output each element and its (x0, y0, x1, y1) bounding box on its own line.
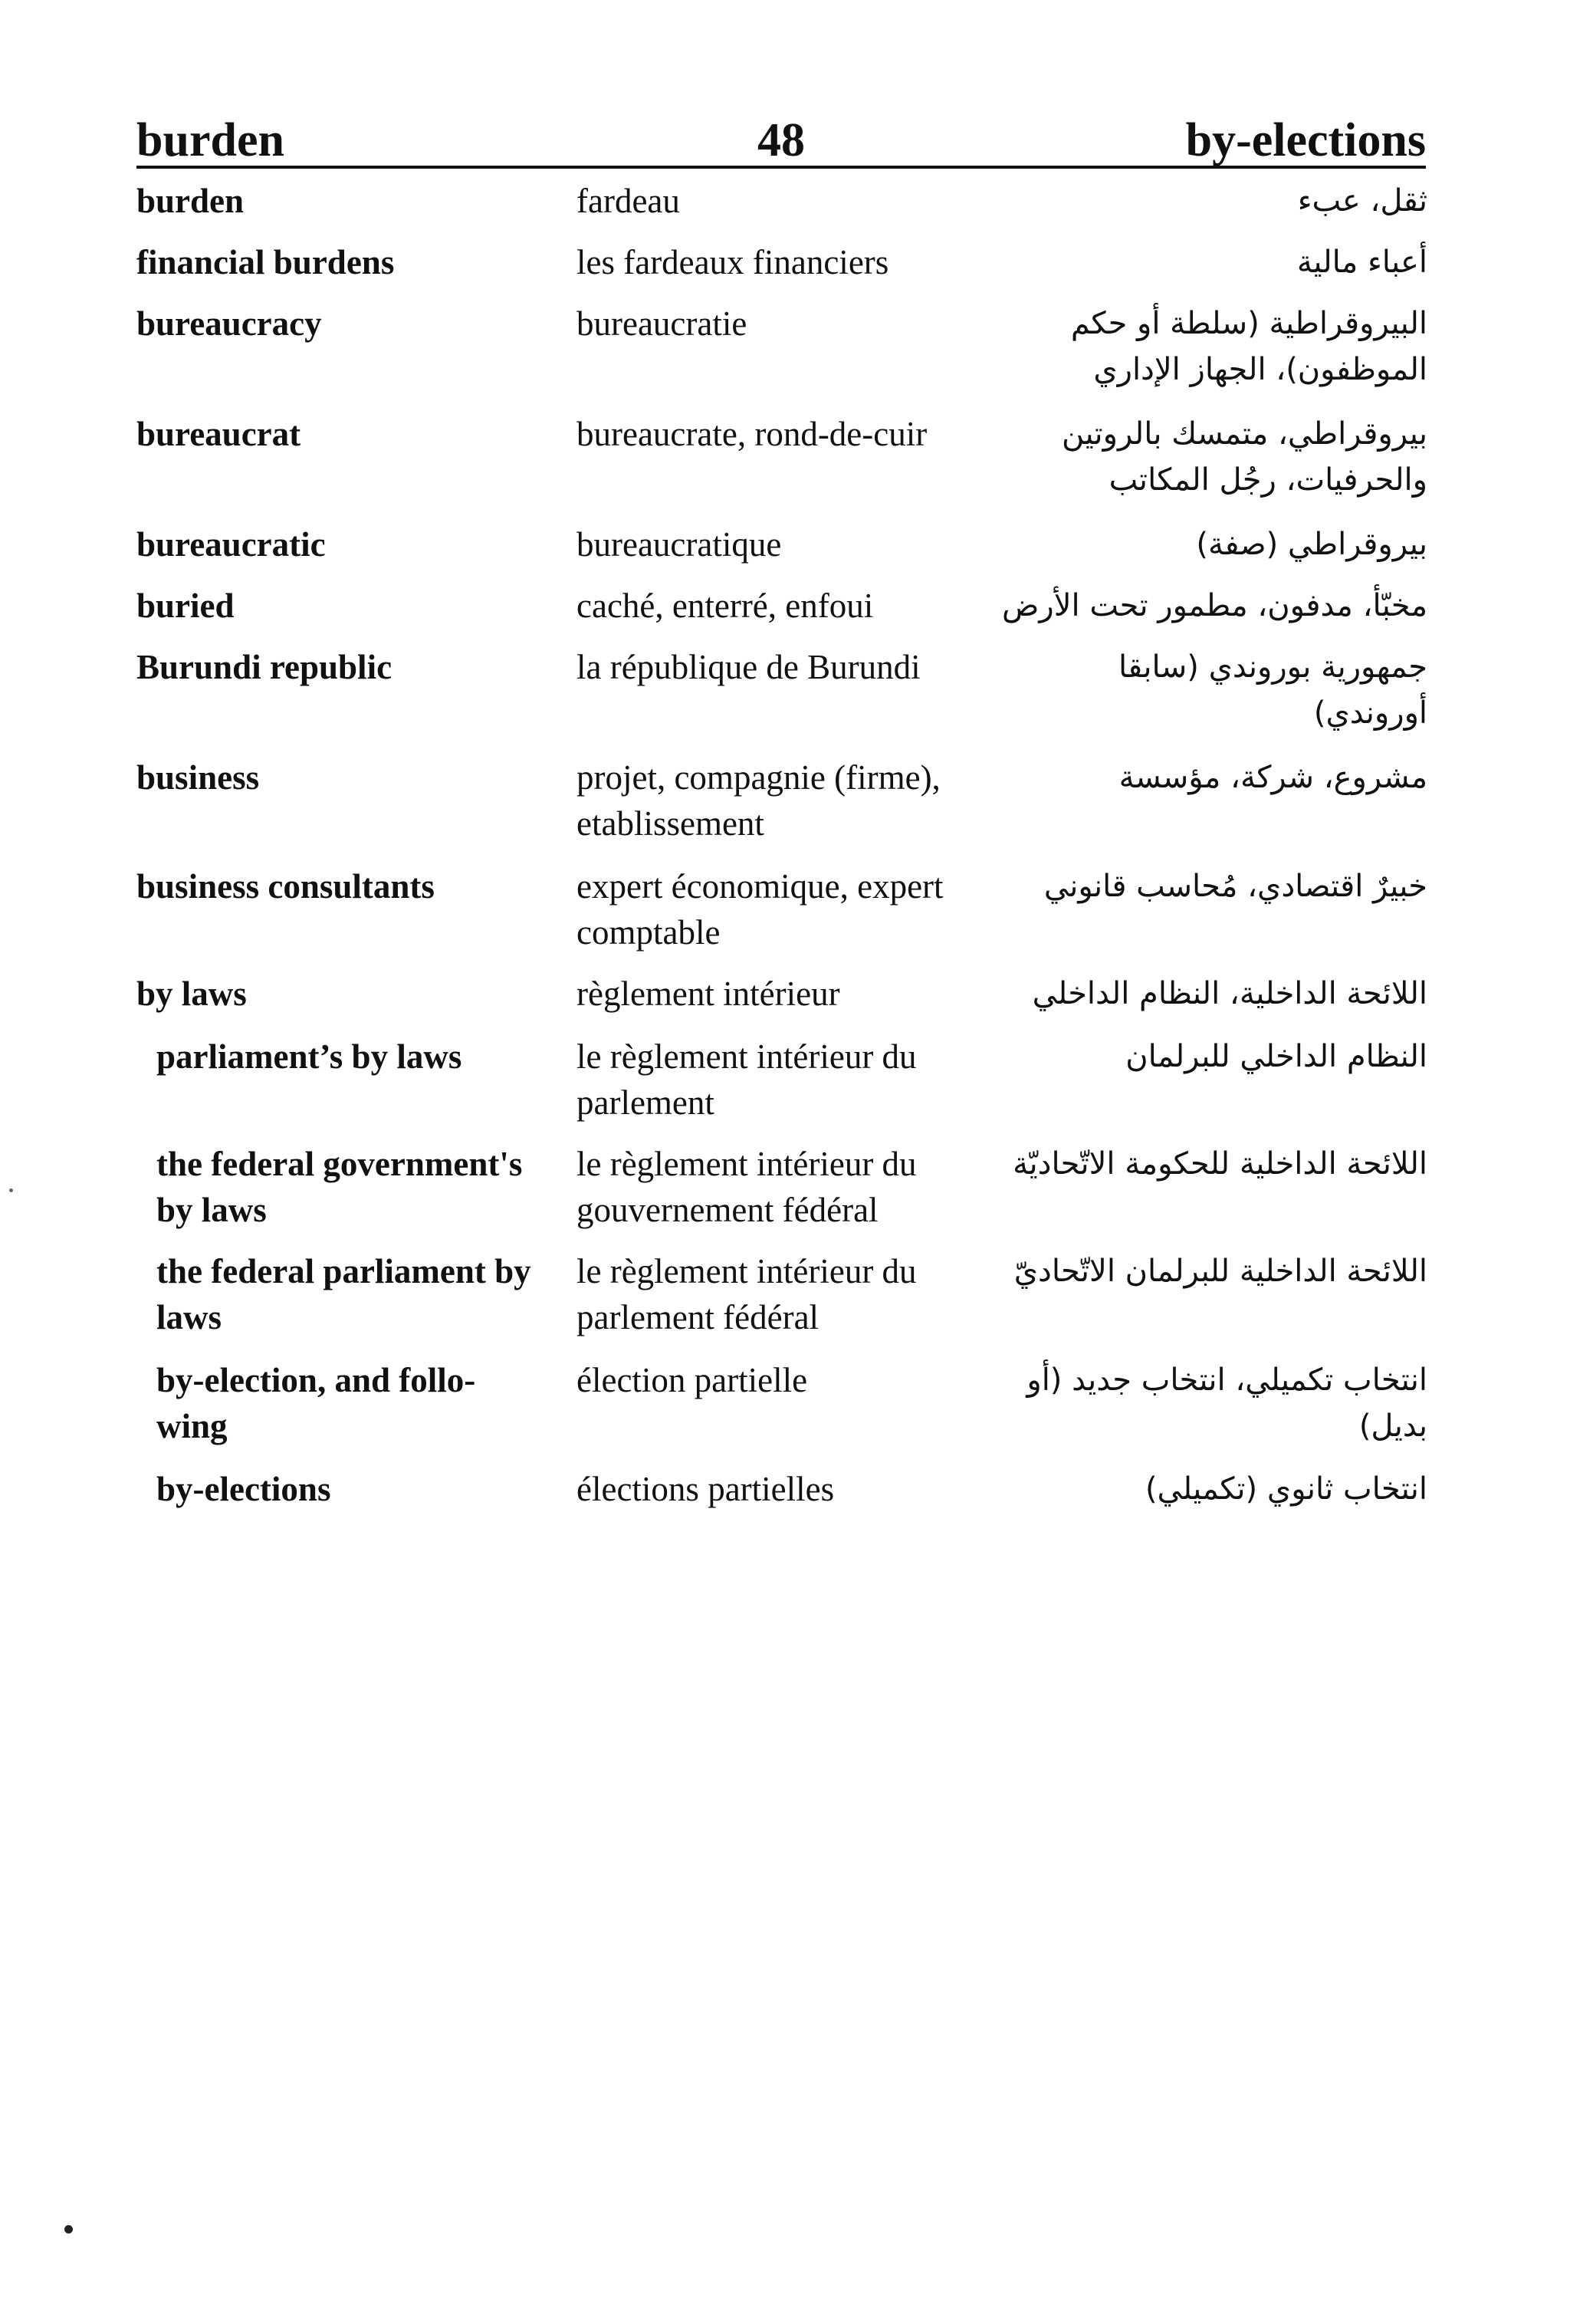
entry-french: élection partielle (576, 1361, 808, 1399)
entry-english: by laws (136, 975, 247, 1013)
entry-english: by-election, and follo- wing (156, 1361, 476, 1445)
entry-french: le règlement intérieur du parlement fédéral (576, 1252, 917, 1336)
scan-speck (9, 1188, 13, 1192)
entry-arabic: ثقل، عبء (1297, 183, 1427, 219)
entry-arabic: انتخاب تكميلي، انتخاب جديد (أو بديل) (1026, 1363, 1427, 1444)
entry-french: la république de Burundi (576, 648, 921, 686)
entry-arabic: خبيرٌ اقتصادي، مُحاسب قانوني (1043, 869, 1427, 904)
scan-speck (64, 2225, 73, 2234)
entry-french: bureaucrate, rond-de-cuir (576, 415, 928, 453)
entry-arabic: اللائحة الداخلية، النظام الداخلي (1032, 976, 1427, 1011)
entry-french: expert économique, expert comptable (576, 867, 944, 952)
entry-french: le règlement intérieur du parlement (576, 1037, 917, 1122)
header-left-guide-word: burden (136, 114, 284, 166)
entry-french: fardeau (576, 182, 680, 220)
entry-english: the federal parliament by laws (156, 1252, 531, 1336)
entry-arabic: أعباء مالية (1296, 245, 1427, 280)
entry-arabic: انتخاب ثانوي (تكميلي) (1145, 1471, 1427, 1507)
entry-arabic: مخبّأ، مدفون، مطمور تحت الأرض (1002, 588, 1427, 623)
entry-french: projet, compagnie (firme), etablissement (576, 758, 941, 843)
entry-french: bureaucratique (576, 525, 782, 564)
page-number: 48 (757, 114, 805, 166)
entry-english: by-elections (156, 1470, 331, 1508)
entry-arabic: بيروقراطي، متمسك بالروتين والحرفيات، رجُل المكاتب (1062, 416, 1427, 498)
entry-arabic: البيروقراطية (سلطة أو حكم الموظفون)، الجهاز الإداري (1070, 306, 1427, 387)
entry-english: Burundi republic (136, 648, 392, 686)
entry-english: bureaucracy (136, 304, 322, 343)
header-right-guide-word: by-elections (1185, 114, 1426, 166)
page-header (136, 106, 1426, 169)
entry-french: élections partielles (576, 1470, 835, 1508)
entry-english: buried (136, 587, 235, 625)
entry-french: caché, enterré, enfoui (576, 587, 874, 625)
entry-english: business (136, 758, 260, 797)
entry-english: financial burdens (136, 243, 395, 281)
entry-french: le règlement intérieur du gouvernement fédéral (576, 1145, 917, 1229)
entry-english: the federal government's by laws (156, 1145, 523, 1229)
entry-french: les fardeaux financiers (576, 243, 889, 281)
entry-english: bureaucratic (136, 525, 326, 564)
entry-english: business consultants (136, 867, 435, 906)
entry-arabic: جمهورية بوروندي (سابقا أوروندي) (1118, 649, 1427, 731)
entry-arabic: بيروقراطي (صفة) (1196, 527, 1427, 562)
entry-arabic: اللائحة الداخلية للحكومة الاتّحاديّة (1013, 1146, 1427, 1182)
entry-arabic: مشروع، شركة، مؤسسة (1118, 760, 1427, 795)
entry-english: bureaucrat (136, 415, 301, 453)
entry-french: règlement intérieur (576, 975, 840, 1013)
entry-arabic: اللائحة الداخلية للبرلمان الاتّحاديّ (1013, 1254, 1427, 1289)
entry-english: burden (136, 182, 245, 220)
entry-arabic: النظام الداخلي للبرلمان (1125, 1039, 1427, 1074)
entry-french: bureaucratie (576, 304, 747, 343)
entry-english: parliament’s by laws (156, 1037, 462, 1076)
